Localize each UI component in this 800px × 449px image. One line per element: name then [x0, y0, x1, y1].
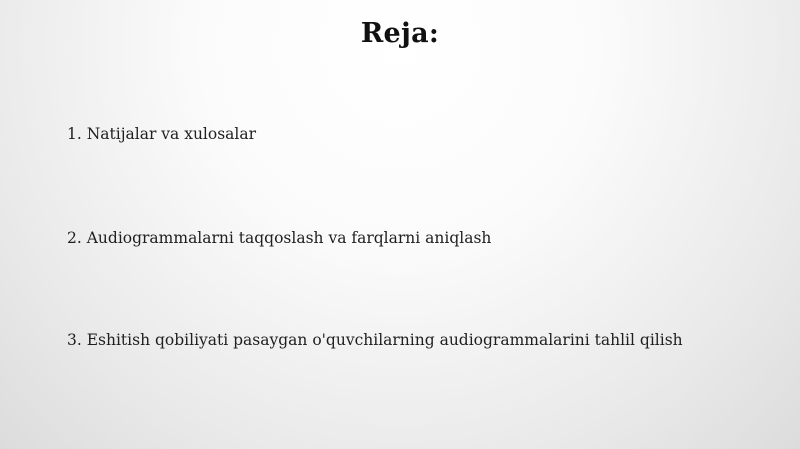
plan-item-3: 3. Eshitish qobiliyati pasaygan o'quvchilarning audiogrammalarini tahlil qilish	[67, 331, 683, 349]
plan-item-1: 1. Natijalar va xulosalar	[67, 125, 257, 143]
slide-title: Reja:	[360, 18, 440, 49]
plan-item-2: 2. Audiogrammalarni taqqoslash va farqlarni aniqlash	[67, 229, 492, 247]
